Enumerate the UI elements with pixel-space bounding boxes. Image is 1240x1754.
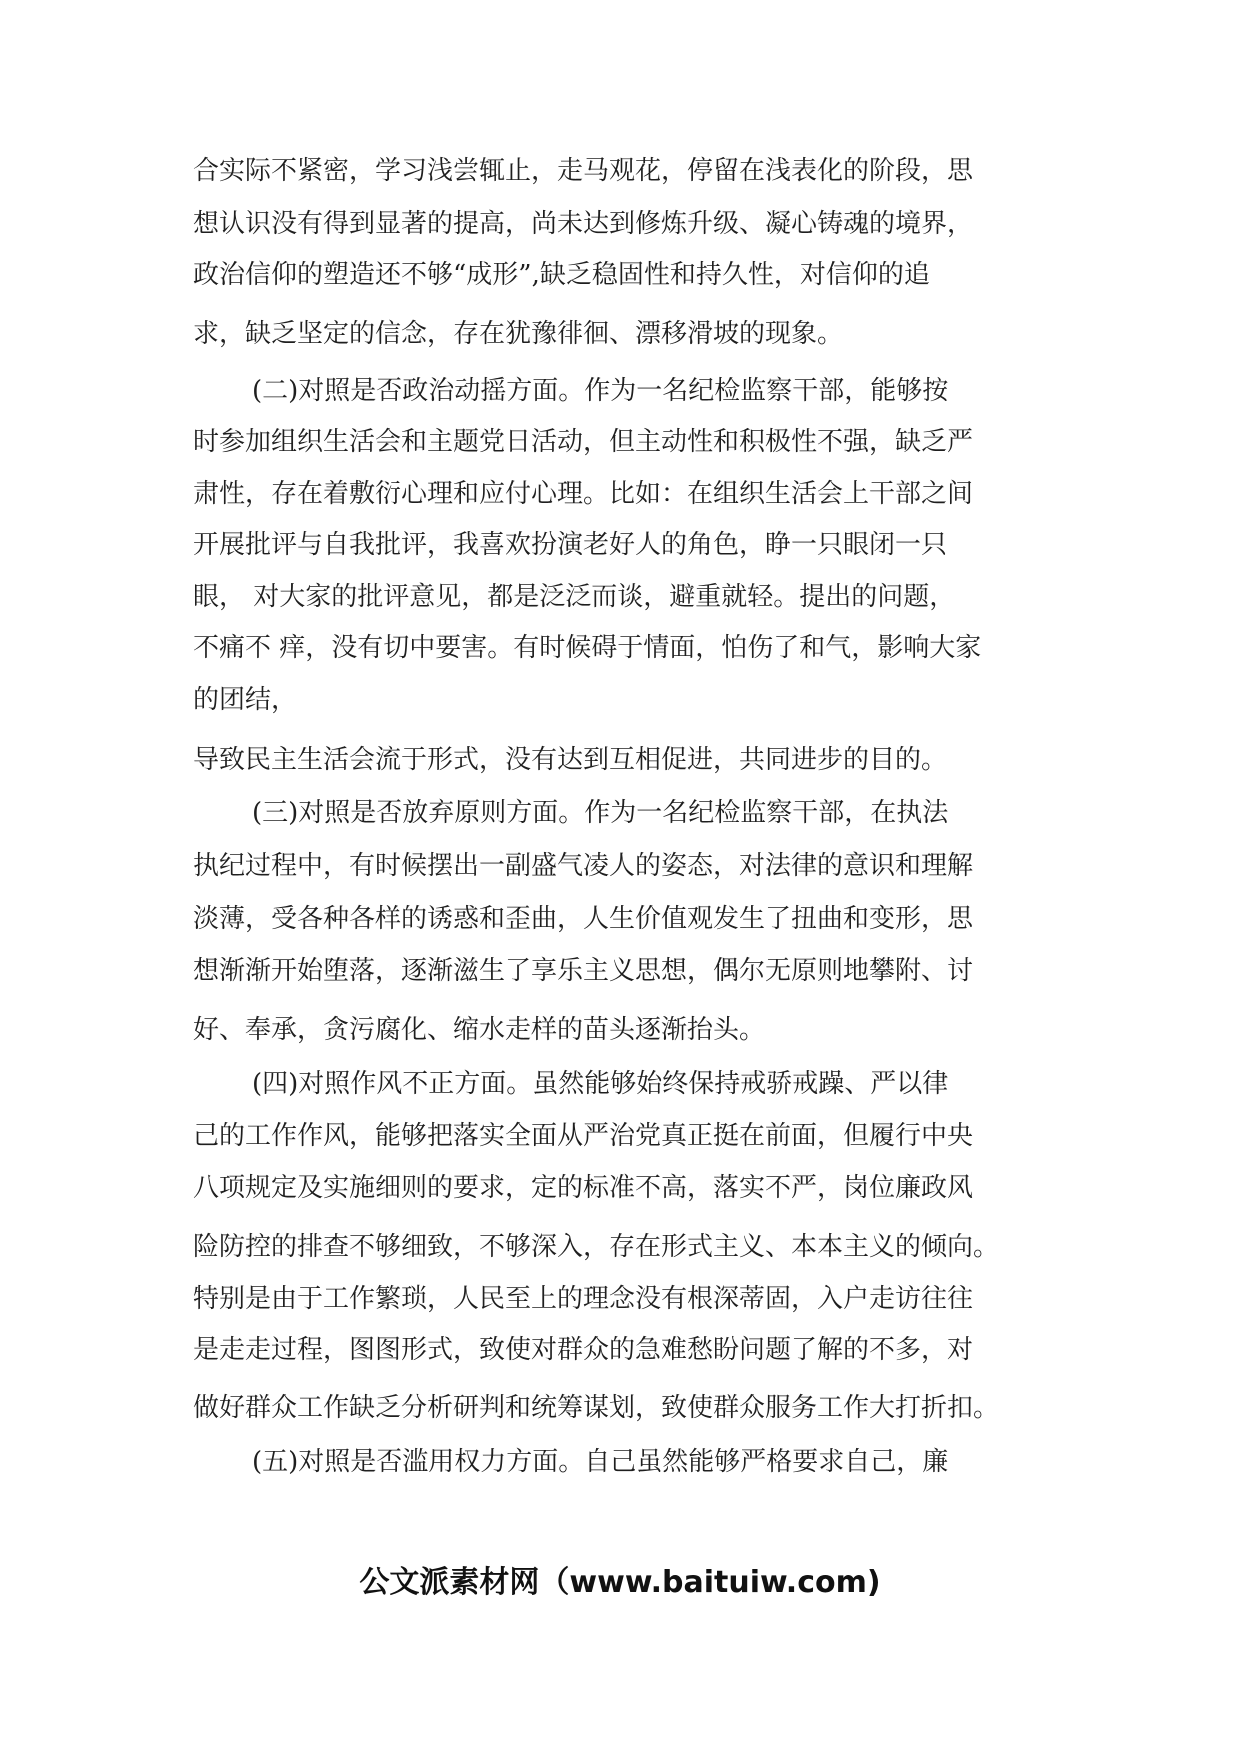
text-line: 淡薄，受各种各样的诱惑和歪曲，人生价值观发生了扭曲和变形，思 bbox=[193, 904, 974, 934]
text-line: 不痛不 痒，没有切中要害。有时候碍于情面，怕伤了和气，影响大家 bbox=[193, 633, 982, 663]
text-line: 己的工作作风，能够把落实全面从严治党真正挺在前面，但履行中央 bbox=[193, 1121, 974, 1151]
text-line: 的团结， bbox=[193, 685, 298, 715]
text-line: 执纪过程中，有时候摆出一副盛气凌人的姿态，对法律的意识和理解 bbox=[193, 851, 974, 881]
text-line: 时参加组织生活会和主题党日活动，但主动性和积极性不强，缺乏严 bbox=[193, 427, 974, 457]
section-5-heading-line: (五)对照是否滥用权力方面。自己虽然能够严格要求自己，廉 bbox=[252, 1447, 949, 1477]
text-line: 合实际不紧密，学习浅尝辄止，走马观花，停留在浅表化的阶段，思 bbox=[193, 156, 974, 186]
text-line: 求，缺乏坚定的信念，存在犹豫徘徊、漂移滑坡的现象。 bbox=[193, 319, 844, 349]
text-line: 险防控的排查不够细致，不够深入，存在形式主义、本本主义的倾向。 bbox=[193, 1232, 1000, 1262]
text-line: 肃性，存在着敷衍心理和应付心理。比如：在组织生活会上干部之间 bbox=[193, 479, 974, 509]
text-line: 眼， 对大家的批评意见，都是泛泛而谈，避重就轻。提出的问题， bbox=[193, 582, 956, 612]
text-line: 想认识没有得到显著的提高，尚未达到修炼升级、凝心铸魂的境界， bbox=[193, 209, 974, 239]
text-line: 导致民主生活会流于形式，没有达到互相促进，共同进步的目的。 bbox=[193, 745, 948, 775]
text-line: 好、奉承，贪污腐化、缩水走样的苗头逐渐抬头。 bbox=[193, 1015, 766, 1045]
text-line: 是走走过程，图图形式，致使对群众的急难愁盼问题了解的不多，对 bbox=[193, 1335, 974, 1365]
section-3-heading-line: (三)对照是否放弃原则方面。作为一名纪检监察干部，在执法 bbox=[252, 798, 949, 828]
section-4-heading-line: (四)对照作风不正方面。虽然能够始终保持戒骄戒躁、严以律 bbox=[252, 1069, 949, 1099]
text-line: 八项规定及实施细则的要求，定的标准不高，落实不严，岗位廉政风 bbox=[193, 1173, 974, 1203]
text-line: 政治信仰的塑造还不够“成形”,缺乏稳固性和持久性，对信仰的追 bbox=[193, 260, 930, 290]
section-2-heading-line: (二)对照是否政治动摇方面。作为一名纪检监察干部，能够按 bbox=[252, 376, 949, 406]
text-line: 特别是由于工作繁琐，人民至上的理念没有根深蒂固，入户走访往往 bbox=[193, 1284, 974, 1314]
text-line: 想渐渐开始堕落，逐渐滋生了享乐主义思想，偶尔无原则地攀附、讨 bbox=[193, 956, 974, 986]
text-line: 做好群众工作缺乏分析研判和统筹谋划，致使群众服务工作大打折扣。 bbox=[193, 1393, 1000, 1423]
footer-source-label: 公文派素材网（www.baituiw.com) bbox=[359, 1565, 881, 1600]
text-line: 开展批评与自我批评，我喜欢扮演老好人的角色，睁一只眼闭一只 bbox=[193, 530, 948, 560]
